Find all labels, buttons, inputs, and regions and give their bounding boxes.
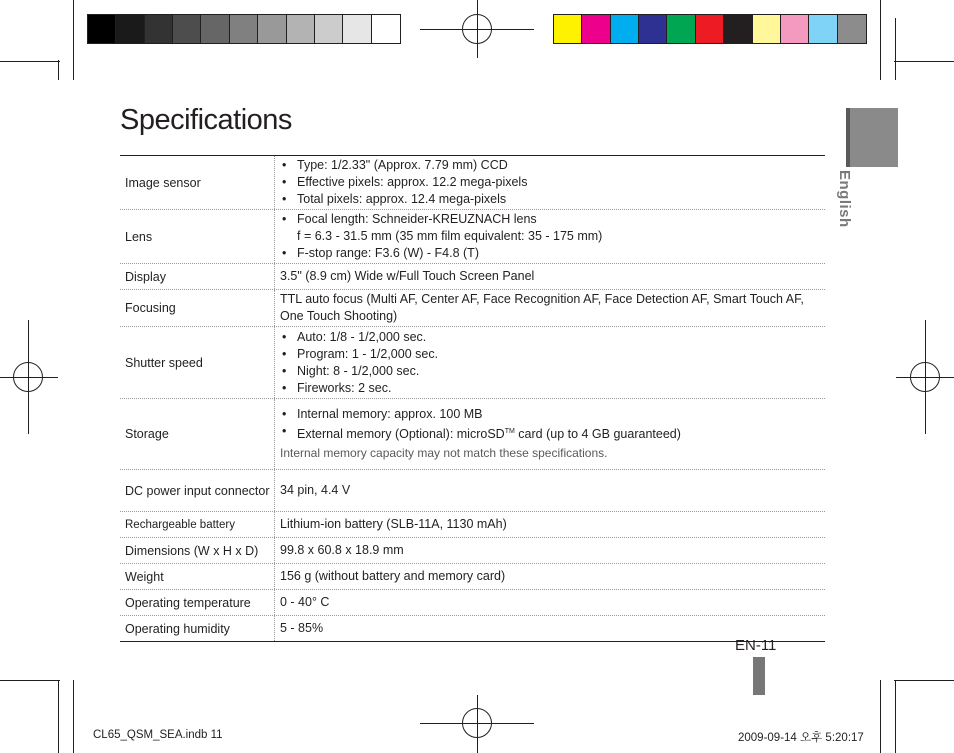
table-row (120, 399, 825, 470)
row-value (275, 327, 825, 398)
table-row (120, 327, 825, 399)
list-item: • Internal memory: approx. 100 MB (280, 406, 825, 423)
language-tab-edge (846, 108, 850, 167)
crop-mark (58, 680, 59, 753)
row-label: Storage (120, 399, 275, 469)
registration-mark (477, 0, 478, 58)
crop-mark (0, 61, 60, 62)
storage-note: Internal memory capacity may not match these specifications. (280, 446, 608, 461)
list-item: • Effective pixels: approx. 12.2 mega-pixels (280, 174, 825, 191)
row-value: 3.5" (8.9 cm) Wide w/Full Touch Screen Panel (280, 269, 535, 283)
crop-mark (895, 680, 896, 753)
crop-mark (880, 680, 881, 753)
color-swatch (611, 15, 639, 43)
color-swatch (753, 15, 781, 43)
page-title: Specifications (120, 104, 292, 136)
row-value: 0 - 40° C (280, 595, 330, 609)
color-swatch (696, 15, 724, 43)
list-item: • Night: 8 - 1/2,000 sec. (280, 363, 825, 380)
color-swatch (145, 15, 173, 43)
language-tab (846, 108, 898, 167)
list-item (280, 211, 825, 245)
focal-length: Focal length: Schneider-KREUZNACH lens (297, 212, 537, 226)
row-label: Image sensor (120, 156, 275, 209)
row-label: Dimensions (W x H x D) (120, 538, 275, 563)
row-value: TTL auto focus (Multi AF, Center AF, Face Recognition AF, Face Detection AF, Smart Touch AF, One Touch Shooting) (280, 292, 804, 323)
color-swatch (258, 15, 286, 43)
table-row (120, 290, 825, 327)
crop-mark (894, 61, 954, 62)
crop-mark (58, 60, 59, 80)
color-swatch (116, 15, 144, 43)
crop-mark (0, 680, 60, 681)
color-bar (553, 14, 867, 44)
color-swatch (667, 15, 695, 43)
color-swatch (724, 15, 752, 43)
color-swatch (372, 15, 400, 43)
footer-file-info: CL65_QSM_SEA.indb 11 (93, 729, 223, 741)
row-label: Focusing (120, 290, 275, 326)
list-item: • Total pixels: approx. 12.4 mega-pixels (280, 191, 825, 208)
crop-mark (894, 680, 954, 681)
language-tab-label: English (836, 170, 853, 228)
crop-mark (895, 18, 896, 80)
row-label: Operating temperature (120, 590, 275, 615)
color-swatch (639, 15, 667, 43)
list-item: • Program: 1 - 1/2,000 sec. (280, 346, 825, 363)
page-marker-bar (753, 657, 765, 695)
row-label: Rechargeable battery (120, 512, 275, 537)
row-value (275, 399, 825, 469)
row-value (275, 210, 825, 263)
table-row (120, 264, 825, 290)
list-item: • External memory (Optional): microSD™ card (up to 4 GB guaranteed) (280, 423, 825, 443)
row-value: 34 pin, 4.4 V (280, 483, 351, 497)
row-label: Display (120, 264, 275, 289)
color-swatch (343, 15, 371, 43)
registration-mark (925, 320, 926, 434)
table-row (120, 512, 825, 538)
grayscale-bar (87, 14, 401, 44)
spec-table (120, 155, 825, 642)
table-row (120, 564, 825, 590)
row-value: 156 g (without battery and memory card) (280, 569, 506, 583)
color-swatch (287, 15, 315, 43)
focal-length-detail: f = 6.3 - 31.5 mm (35 mm film equivalent: 35 - 175 mm) (297, 229, 603, 243)
registration-mark (28, 320, 29, 434)
color-swatch (781, 15, 809, 43)
page-number: EN-11 (735, 637, 777, 654)
list-item: • Auto: 1/8 - 1/2,000 sec. (280, 329, 825, 346)
registration-mark (477, 695, 478, 753)
footer-timestamp: 2009-09-14 오후 5:20:17 (738, 732, 864, 744)
color-swatch (582, 15, 610, 43)
row-label: DC power input connector (120, 470, 275, 511)
color-swatch (838, 15, 866, 43)
color-swatch (230, 15, 258, 43)
color-swatch (315, 15, 343, 43)
color-swatch (554, 15, 582, 43)
list-item: • F-stop range: F3.6 (W) - F4.8 (T) (280, 245, 825, 262)
crop-mark (880, 0, 881, 80)
list-item: • Type: 1/2.33" (Approx. 7.79 mm) CCD (280, 157, 825, 174)
crop-mark (73, 0, 74, 80)
table-row (120, 156, 825, 210)
table-row (120, 590, 825, 616)
list-item: • Fireworks: 2 sec. (280, 380, 825, 397)
table-row (120, 470, 825, 512)
color-swatch (809, 15, 837, 43)
table-row (120, 616, 825, 641)
row-value: 99.8 x 60.8 x 18.9 mm (280, 543, 404, 557)
row-value: 5 - 85% (280, 621, 324, 635)
row-label: Shutter speed (120, 327, 275, 398)
color-swatch (201, 15, 229, 43)
row-label: Weight (120, 564, 275, 589)
crop-mark (73, 680, 74, 753)
table-row (120, 538, 825, 564)
color-swatch (173, 15, 201, 43)
row-value (275, 156, 825, 209)
registration-mark (0, 377, 58, 378)
table-row (120, 210, 825, 264)
row-label: Lens (120, 210, 275, 263)
color-swatch (88, 15, 116, 43)
row-label: Operating humidity (120, 616, 275, 641)
row-value: Lithium-ion battery (SLB-11A, 1130 mAh) (280, 517, 507, 531)
